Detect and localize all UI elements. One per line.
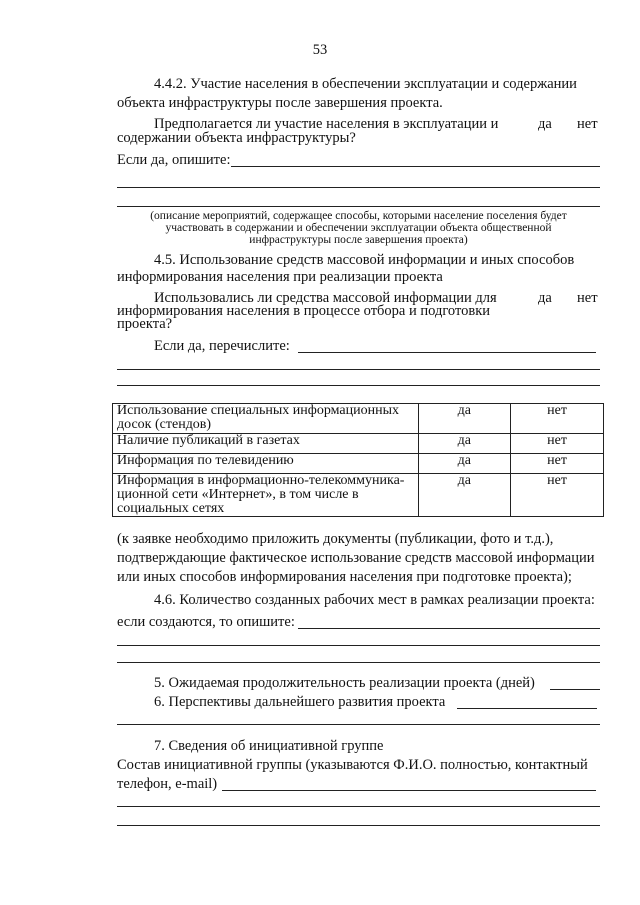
table-cell-yes[interactable]: да [418,434,511,454]
section-442-describe-input[interactable] [231,166,600,167]
section-442-heading-line2: объекта инфраструктуры после завершения проекта. [117,95,443,111]
duration-days-input[interactable] [550,689,600,690]
section-442-note-line2: участвовать в содержании и обеспечении эксплуатации объекта общественной [165,222,552,234]
row-label-line: Информация по телевидению [117,453,294,468]
section-46-describe-input-line3[interactable] [117,662,600,663]
table-row [113,454,604,474]
table-row [113,474,604,517]
table-row [113,434,604,454]
section-442-no-option[interactable]: нет [577,116,598,132]
initiative-group-input-line3[interactable] [117,825,600,826]
table-cell-yes[interactable]: да [418,454,511,474]
section-442-heading-line1: 4.4.2. Участие населения в обеспечении эксплуатации и содержании [154,76,577,92]
section-46-describe-label: если создаются, то опишите: [117,614,295,630]
section-45-list-input-line2[interactable] [117,369,600,370]
table-cell-yes[interactable]: да [418,474,511,517]
section-45-list-input[interactable] [298,352,596,353]
section-45-list-label: Если да, перечислите: [154,338,290,354]
section-6-label: 6. Перспективы дальнейшего развития проекта [154,694,446,710]
section-46-describe-input[interactable] [298,628,600,629]
section-45-no-option[interactable]: нет [577,290,598,306]
development-prospects-input-line2[interactable] [117,724,600,725]
section-442-question-line2: содержании объекта инфраструктуры? [117,130,356,146]
table-cell-yes[interactable]: да [418,404,511,434]
page-number: 53 [312,42,328,58]
table-cell-no[interactable]: нет [511,474,604,517]
section-442-question-line1: Предполагается ли участие населения в эксплуатации и [154,116,499,132]
initiative-group-input-line2[interactable] [117,806,600,807]
table-cell-no[interactable]: нет [511,404,604,434]
section-442-describe-label: Если да, опишите: [117,152,231,168]
section-45-heading-line1: 4.5. Использование средств массовой информации и иных способов [154,252,575,268]
section-45-question-line3: проекта? [117,316,173,332]
section-45-list-input-line3[interactable] [117,385,600,386]
section-442-yes-option[interactable]: да [538,116,552,132]
section-45-question-line1: Использовались ли средства массовой информации для [154,290,497,306]
table-cell-label [113,474,419,517]
media-usage-table [112,403,604,517]
row-label-line: социальных сетях [117,501,225,516]
section-46-heading: 4.6. Количество созданных рабочих мест в рамках реализации проекта: [154,592,595,608]
table-cell-no[interactable]: нет [511,454,604,474]
section-7-line1: Состав инициативной группы (указываются Ф.И.О. полностью, контактный [117,757,588,773]
section-45-question-line2: информирования населения в процессе отбора и подготовки [117,303,491,319]
table-cell-label [113,454,419,474]
table-cell-label [113,404,419,434]
section-45-heading-line2: информирования населения при реализации проекта [117,269,443,285]
initiative-group-input[interactable] [222,790,596,791]
section-46-describe-input-line2[interactable] [117,645,600,646]
table-row [113,404,604,434]
section-442-describe-input-line3[interactable] [117,206,600,207]
attachment-note-line2: подтверждающие фактическое использование средств массовой информации [117,550,595,566]
table-cell-no[interactable]: нет [511,434,604,454]
section-442-note-line3: инфраструктуры после завершения проекта) [249,234,468,246]
section-442-note-line1: (описание мероприятий, содержащее способы, которыми население поселения будет [150,210,567,222]
section-442-describe-input-line2[interactable] [117,187,600,188]
section-5-label: 5. Ожидаемая продолжительность реализации проекта (дней) [154,675,535,691]
section-45-yes-option[interactable]: да [538,290,552,306]
section-7-line2: телефон, e-mail) [117,776,218,792]
row-label-line: Информация в информационно-телекоммуника- [117,473,405,488]
row-label-line: Использование специальных информационных [117,403,399,418]
table-cell-label [113,434,419,454]
section-7-heading: 7. Сведения об инициативной группе [154,738,384,754]
development-prospects-input[interactable] [457,708,597,709]
attachment-note-line3: или иных способов информирования населения при подготовке проекта); [117,569,572,585]
attachment-note-line1: (к заявке необходимо приложить документы (публикации, фото и т.д.), [117,531,554,547]
row-label-line: Наличие публикаций в газетах [117,433,300,448]
row-label-line: досок (стендов) [117,417,212,432]
row-label-line: ционной сети «Интернет», в том числе в [117,487,359,502]
